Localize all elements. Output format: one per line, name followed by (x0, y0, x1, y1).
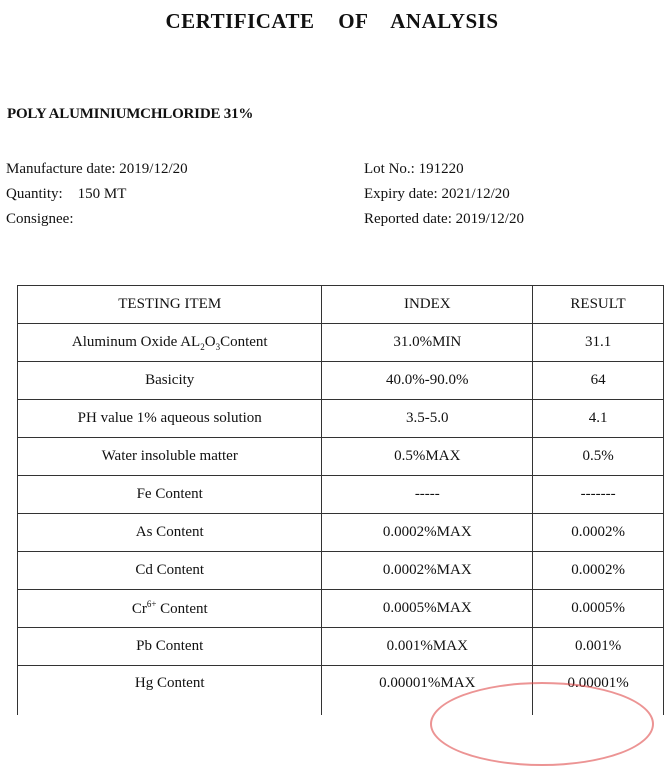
row-item: PH value 1% aqueous solution (18, 400, 322, 438)
quantity-label: Quantity: (6, 186, 63, 202)
document-title: CERTIFICATE OF ANALYSIS (165, 9, 499, 33)
item-text: Content (220, 333, 268, 350)
table-row (18, 438, 664, 476)
row-index: ----- (322, 476, 533, 514)
item-text: Aluminum Oxide AL (71, 333, 201, 350)
row-index: 31.0%MIN (322, 324, 533, 362)
lot-number: Lot No.: 191220 (364, 161, 464, 177)
consignee: Consignee: (6, 211, 74, 227)
manufacture-date: Manufacture date: 2019/12/20 (6, 161, 188, 177)
row-result: 0.0002% (533, 552, 664, 590)
row-item: Water insoluble matter (18, 438, 322, 476)
row-result: 31.1 (533, 324, 664, 362)
row-index: 0.0005%MAX (322, 590, 533, 628)
quantity-value: 150 MT (77, 186, 127, 202)
row-index: 3.5-5.0 (322, 400, 533, 438)
row-item: Cd Content (18, 552, 322, 590)
row-index: 0.0002%MAX (322, 514, 533, 552)
row-result: 0.0002% (533, 514, 664, 552)
quantity-line (6, 182, 188, 207)
row-result: 0.5% (533, 438, 664, 476)
row-index: 0.001%MAX (322, 628, 533, 666)
analysis-table (17, 285, 664, 715)
row-item: Hg Content (18, 666, 322, 716)
table-row (18, 362, 664, 400)
subscript: 3 (215, 341, 221, 352)
row-result: 0.001% (533, 628, 664, 666)
item-text: Cr (131, 601, 147, 617)
header-testing-item: TESTING ITEM (18, 286, 322, 324)
header-result: RESULT (533, 286, 664, 324)
table-row (18, 590, 664, 628)
row-item: Pb Content (18, 628, 322, 666)
row-result: 4.1 (533, 400, 664, 438)
row-index: 0.00001%MAX (322, 666, 533, 716)
table-row (18, 628, 664, 666)
header-index: INDEX (322, 286, 533, 324)
table-row (18, 666, 664, 716)
item-text: Content (156, 601, 208, 617)
table-row (18, 324, 664, 362)
subscript: 2 (200, 341, 205, 352)
row-index: 0.5%MAX (322, 438, 533, 476)
product-name: POLY ALUMINIUMCHLORIDE 31% (7, 106, 254, 122)
row-index: 0.0002%MAX (322, 552, 533, 590)
row-result: 0.0005% (533, 590, 664, 628)
row-index: 40.0%-90.0% (322, 362, 533, 400)
row-result: ------- (533, 476, 664, 514)
row-item (18, 590, 322, 628)
expiry-date: Expiry date: 2021/12/20 (364, 186, 510, 202)
table-row (18, 514, 664, 552)
reported-date: Reported date: 2019/12/20 (364, 211, 524, 227)
row-result: 0.00001% (533, 666, 664, 716)
table-header-row (18, 286, 664, 324)
row-item: Fe Content (18, 476, 322, 514)
item-text: O (204, 333, 216, 350)
row-item: Basicity (18, 362, 322, 400)
table-row (18, 400, 664, 438)
superscript: 6+ (146, 599, 157, 609)
info-left-block (6, 157, 188, 232)
info-right-block (364, 157, 524, 232)
row-item (18, 324, 322, 362)
row-result: 64 (533, 362, 664, 400)
table-row (18, 552, 664, 590)
row-item: As Content (18, 514, 322, 552)
table-row (18, 476, 664, 514)
